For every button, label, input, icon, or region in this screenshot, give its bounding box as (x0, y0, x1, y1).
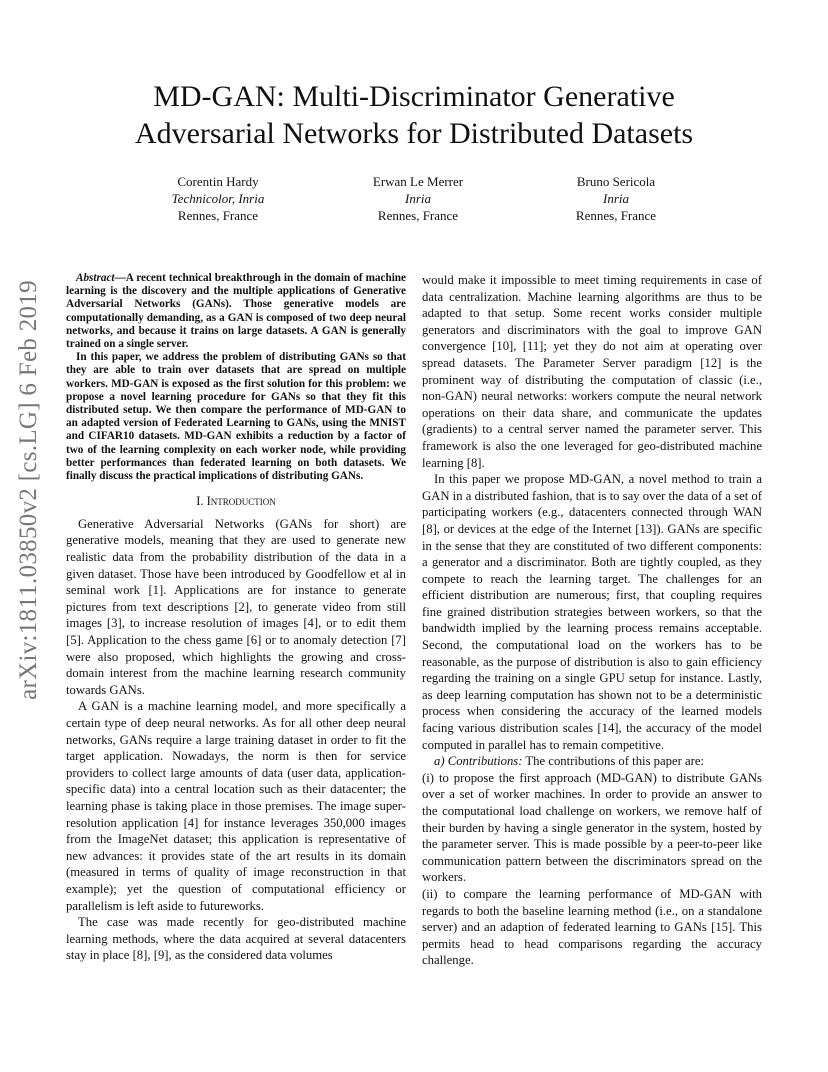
title-line-2: Adversarial Networks for Distributed Datasets (134, 117, 694, 150)
right-paragraph-2: In this paper we propose MD-GAN, a novel method to train a GAN in a distributed fashion, that is to say over the data of a set of participating workers (e.g., datacenters connected through WAN [8], or devices at the edge of the Internet [13]). GANs are specific in the sense that they are constituted of two different components: a generator and a discriminator. Both are tightly coupled, as they compete to reach the learning target. The challenges for an efficient distribution are numerous; first, that coupling requires fine grained distribution strategies between workers, so that the bandwidth implied by the learning process remains acceptable. Second, the computational load on the workers has to be reasonable, as the purpose of distribution is also to gain efficiency regarding the training on a single GPU setup for instance. Lastly, as deep learning computation has shown not to be a deterministic process when considering the accuracy of the learned models facing various distribution scales [14], the accuracy of the model computed in parallel has to remain competitive. (422, 472, 762, 752)
intro-paragraph-1: Generative Adversarial Networks (GANs for short) are generative models, meaning that they are used to generate new realistic data from the probability distribution of the data in a given dataset. Those have been introduced by Goodfellow et al in seminal work [1]. Applications are for instance to generate pictures from text descriptions [2], to generate video from still images [3], to increase resolution of images [4], or to edit them [5]. Application to the chess game [6] or to anomaly detection [7] were also proposed, which highlights the growing and cross-domain interest from the machine learning research community towards GANs. (66, 516, 406, 697)
author-location: Rennes, France (177, 208, 259, 223)
intro-paragraph-2: A GAN is a machine learning model, and more specifically a certain type of deep neural networks. As for all other deep neural networks, GANs require a large training dataset in order to fit the target application. Nowadays, the norm is then for service providers to collect large amounts of data (user data, application-specific data) into a central location such as their datacenter; the learning phase is taking place in those premises. The image super-resolution application [4] for instance leverages 350,000 images from the ImageNet dataset; this application is representative of new advances: it provides state of the art results in its domain (measured in terms of quality of image reconstruction in that example); yet the question of computational efficiency or parallelism is left aside to futureworks. (66, 699, 406, 913)
author-affiliation: Inria (405, 191, 431, 206)
author-3 (516, 173, 716, 224)
arxiv-identifier: arXiv:1811.03850v2 [cs.LG] 6 Feb 2019 (15, 280, 42, 700)
section-heading-introduction: I. Introduction (196, 494, 276, 509)
right-column (422, 272, 762, 969)
contribution-2: (ii) to compare the learning performance of MD-GAN with regards to both the baseline learning method (i.e., on a standalone server) and an adaption of federated learning to GANs [15]. This permits head to head comparisons regarding the accuracy challenge. (422, 886, 762, 968)
abstract-paragraph-1: —A recent technical breakthrough in the domain of machine learning is the discovery and the multiple applications of Generative Adversarial Networks (GANs). Those generative models are computationally demanding, as a GAN is composed of two deep neural networks, and because it trains on large datasets. A GAN is generally trained on a single server. (66, 272, 406, 351)
contributions-heading: a) Contributions: (434, 754, 523, 769)
author-1 (118, 173, 318, 224)
intro-paragraph-3: The case was made recently for geo-distributed machine learning methods, where the data acquired at several datacenters stay in place [8], [9], as the considered data volumes (66, 915, 406, 963)
author-name: Bruno Sericola (576, 174, 656, 189)
author-name: Erwan Le Merrer (372, 174, 464, 189)
author-affiliation: Technicolor, Inria (171, 191, 265, 206)
left-column (66, 272, 406, 964)
contribution-1: (i) to propose the first approach (MD-GAN) to distribute GANs over a set of worker machines. In order to provide an answer to the computational load challenge on workers, we remove half of their burden by having a single generator in the system, hosted by the parameter server. This is made possible by a peer-to-peer like communication pattern between the discriminators spread on the workers. (422, 770, 762, 885)
abstract-paragraph-2: In this paper, we address the problem of distributing GANs so that they are able to train over datasets that are spread on multiple workers. MD-GAN is exposed as the first solution for this problem: we propose a novel learning procedure for GANs so that they fit this distributed setup. We then compare the performance of MD-GAN to an adapted version of Federated Learning to GANs, using the MNIST and CIFAR10 datasets. MD-GAN exhibits a reduction by a factor of two of the learning complexity on each worker node, while providing better performances than federated learning on both datasets. We finally discuss the practical implications of distributing GANs. (66, 351, 406, 483)
right-paragraph-1: would make it impossible to meet timing requirements in case of data centralization. Machine learning algorithms are thus to be adapted to that setup. Some recent works consider multiple generators and discriminators with the goal to improve GAN convergence [10], [11]; yet they do not aim at operating over spread datasets. The Parameter Server paradigm [12] is the prominent way of distributing the computation of classic (i.e., non-GAN) neural networks: workers compute the neural network operations on their data share, and communicate the updates (gradients) to a central server named the parameter server. This framework is also the one leveraged for geo-distributed machine learning [8]. (422, 273, 762, 470)
title-line-1: MD-GAN: Multi-Discriminator Generative (153, 80, 675, 113)
abstract-label: Abstract (76, 272, 115, 284)
author-name: Corentin Hardy (177, 174, 259, 189)
author-location: Rennes, France (377, 208, 459, 223)
paper-title (60, 78, 768, 152)
arxiv-sidebar (4, 280, 54, 700)
abstract (66, 272, 406, 483)
contributions-lead: The contributions of this paper are: (522, 754, 705, 769)
author-location: Rennes, France (575, 208, 657, 223)
author-2 (318, 173, 518, 224)
author-affiliation: Inria (603, 191, 629, 206)
